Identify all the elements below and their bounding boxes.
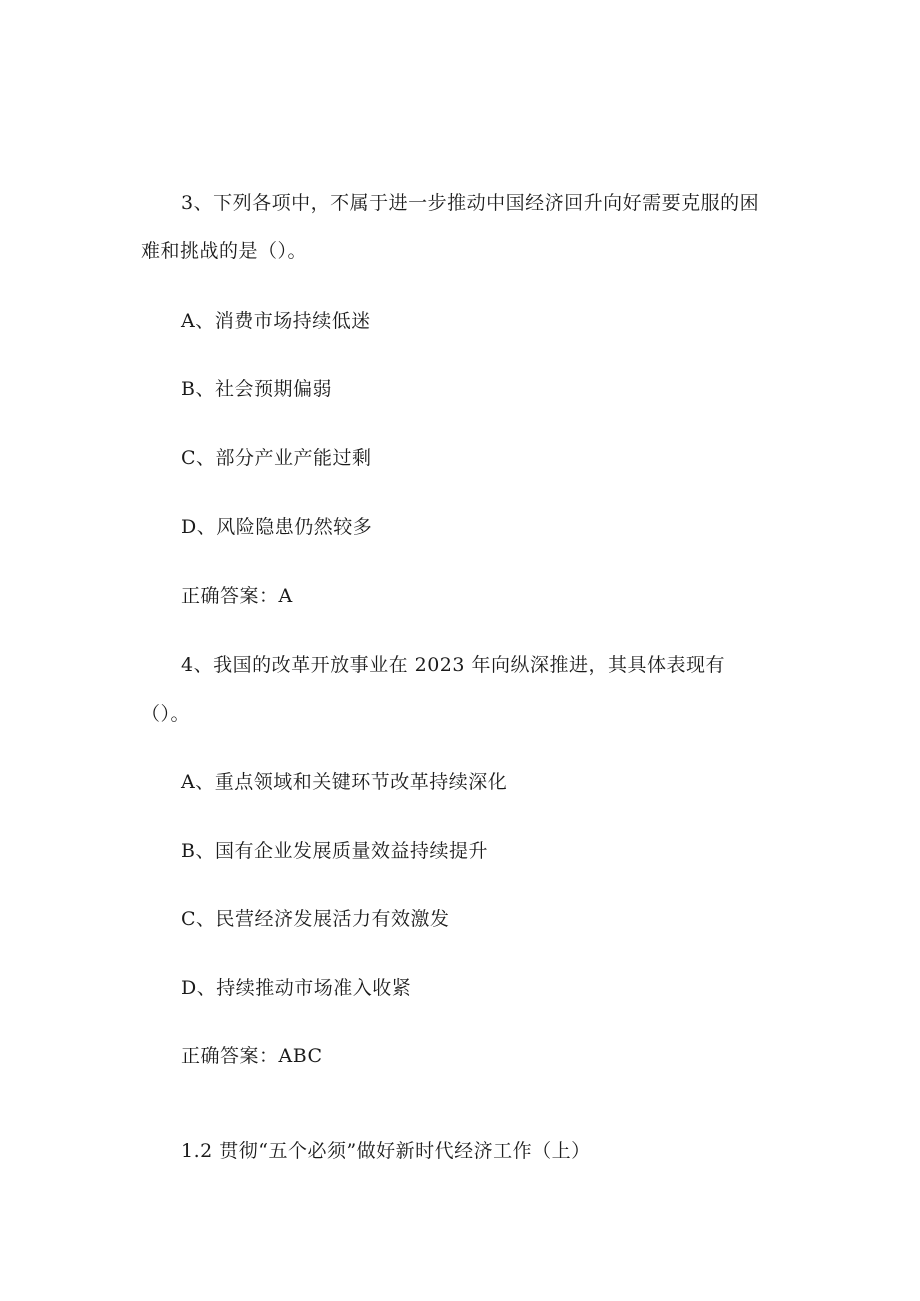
question-3-stem-line-2: 难和挑战的是（）。	[141, 240, 308, 262]
question-3-option-c: C、部分产业产能过剩	[181, 447, 372, 469]
question-3-stem-line-1: 3、下列各项中，不属于进一步推动中国经济回升向好需要克服的困	[181, 192, 760, 214]
question-4-stem-line-1: 4、我国的改革开放事业在 2023 年向纵深推进，其具体表现有	[181, 654, 726, 676]
question-3-answer: 正确答案：A	[181, 585, 293, 607]
question-3-option-b: B、社会预期偏弱	[181, 378, 332, 400]
question-4-option-d: D、持续推动市场准入收紧	[181, 977, 412, 999]
question-4-option-c: C、民营经济发展活力有效激发	[181, 908, 450, 930]
question-4-option-b: B、国有企业发展质量效益持续提升	[181, 840, 488, 862]
section-heading: 1.2 贯彻“五个必须”做好新时代经济工作（上）	[181, 1140, 591, 1162]
question-3-option-d: D、风险隐患仍然较多	[181, 516, 373, 538]
question-3-option-a: A、消费市场持续低迷	[181, 310, 371, 332]
question-4-stem-line-2: （）。	[141, 703, 191, 725]
question-4-option-a: A、重点领域和关键环节改革持续深化	[181, 771, 508, 793]
question-4-answer: 正确答案：ABC	[181, 1045, 323, 1067]
